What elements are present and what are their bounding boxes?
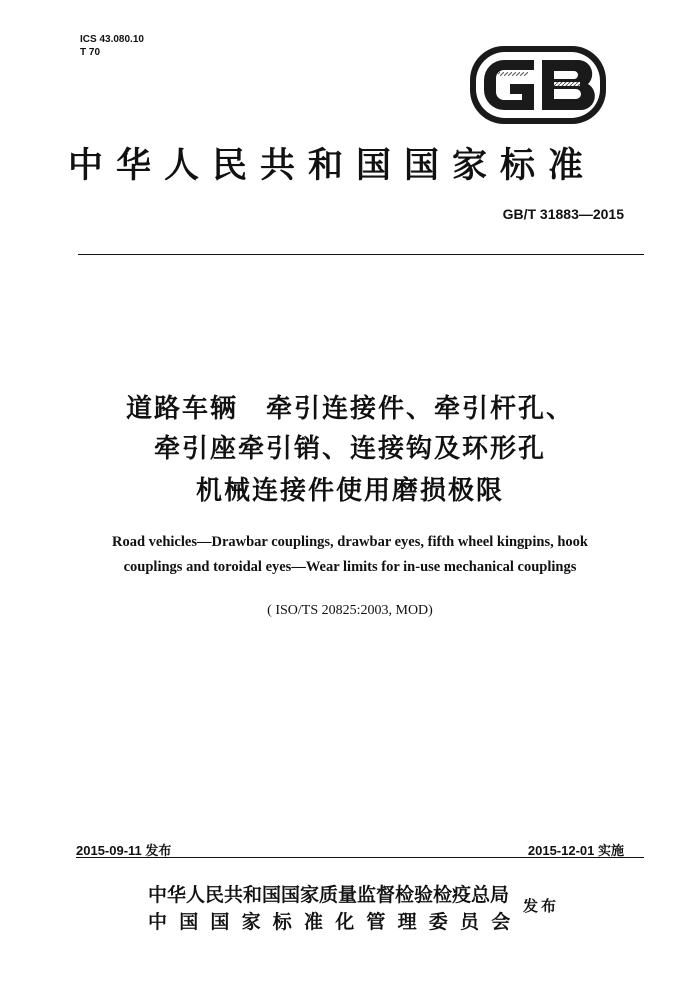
- classification-codes: [80, 33, 144, 59]
- implement-date: 2015-12-01 实施: [527, 843, 624, 858]
- title-cn-line3: 机械连接件使用磨损极限: [195, 476, 504, 506]
- header-divider: [78, 254, 644, 255]
- ics-code: ICS 43.080.10: [80, 34, 144, 45]
- national-standard-heading: 中华人民共和国国家标准: [68, 145, 597, 186]
- ccs-code: T 70: [80, 47, 101, 58]
- adoption-reference: ( ISO/TS 20825:2003, MOD): [267, 603, 433, 618]
- gb-logo: [468, 44, 608, 126]
- title-en-line2: couplings and toroidal eyes—Wear limits for in-use mechanical couplings: [123, 559, 577, 575]
- issued-label: 发布: [523, 897, 560, 915]
- issuer-aqsiq: 中华人民共和国国家质量监督检验检疫总局: [148, 884, 510, 906]
- footer-divider: [76, 857, 644, 858]
- issuer-sac: 中国国家标准化管理委员会: [148, 911, 523, 933]
- publish-date: 2015-09-11 发布: [76, 843, 172, 858]
- title-en-line1: Road vehicles—Drawbar couplings, drawbar eyes, fifth wheel kingpins, hook: [111, 534, 588, 550]
- standard-number: GB/T 31883—2015: [502, 206, 624, 222]
- title-cn-line1: 道路车辆 牵引连接件、牵引杆孔、: [125, 394, 574, 424]
- title-cn-line2: 牵引座牵引销、连接钩及环形孔: [153, 434, 546, 464]
